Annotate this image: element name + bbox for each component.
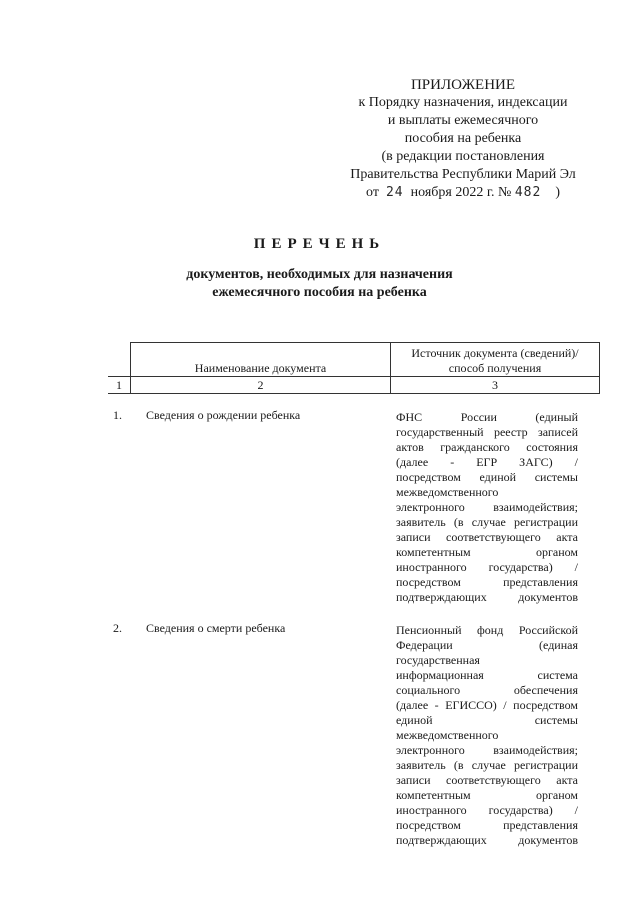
date-prefix: от bbox=[366, 185, 379, 200]
header-mid-rule bbox=[108, 376, 600, 377]
row-number: 1. bbox=[113, 408, 122, 422]
date-day: 24 bbox=[385, 185, 404, 200]
date-text: ноября 2022 г. № bbox=[410, 185, 512, 200]
appendix-line: (в редакции постановления bbox=[381, 149, 545, 164]
appendix-line: пособия на ребенка bbox=[404, 131, 522, 146]
appendix-heading: ПРИЛОЖЕНИЕ bbox=[410, 77, 516, 93]
source-line: государственная bbox=[396, 653, 480, 667]
header-col-divider bbox=[599, 342, 600, 394]
table-header bbox=[108, 342, 600, 394]
header-source-line1: Источник документа (сведений)/ bbox=[411, 346, 579, 360]
column-number: 2 bbox=[257, 378, 264, 392]
header-name: Наименование документа bbox=[194, 361, 327, 375]
source-line: заявитель (в случае регистрации bbox=[396, 758, 578, 772]
row-document-name: Сведения о рождении ребенка bbox=[146, 408, 301, 422]
source-line: посредством представления bbox=[396, 575, 578, 589]
source-line: социального обеспечения bbox=[396, 683, 578, 697]
date-suffix: ) bbox=[555, 185, 560, 200]
row-number: 2. bbox=[113, 621, 122, 635]
header-source-line2: способ получения bbox=[448, 361, 542, 375]
appendix-date-line bbox=[330, 184, 596, 202]
source-line: (далее - ЕГР ЗАГС) / bbox=[396, 455, 578, 469]
source-line: иностранного государства) / bbox=[396, 560, 578, 574]
row-document-name: Сведения о смерти ребенка bbox=[146, 621, 286, 635]
document-subtitle bbox=[0, 266, 639, 302]
source-line: заявитель (в случае регистрации bbox=[396, 515, 578, 529]
source-line: межведомственного bbox=[396, 728, 499, 742]
source-line: записи соответствующего акта bbox=[396, 773, 578, 787]
source-line: Федерации (единая bbox=[396, 638, 578, 652]
appendix-line: и выплаты ежемесячного bbox=[387, 113, 539, 128]
source-line: подтверждающих документов bbox=[396, 833, 578, 847]
document-title: ПЕРЕЧЕНЬ bbox=[253, 236, 386, 252]
column-number: 3 bbox=[492, 378, 498, 392]
source-line: компетентным органом bbox=[396, 545, 578, 559]
source-line: Пенсионный фонд Российской bbox=[396, 623, 578, 637]
source-line: посредством представления bbox=[396, 818, 578, 832]
header-bottom-rule bbox=[108, 393, 600, 394]
row-source bbox=[396, 623, 578, 848]
date-number: 482 bbox=[514, 185, 542, 200]
row-source bbox=[396, 410, 578, 605]
appendix-block bbox=[330, 76, 596, 202]
source-line: подтверждающих документов bbox=[396, 590, 578, 604]
header-top-rule bbox=[130, 342, 600, 343]
source-line: ФНС России (единый bbox=[396, 410, 578, 424]
column-number: 1 bbox=[116, 378, 122, 392]
subtitle-line: документов, необходимых для назначения bbox=[186, 267, 453, 282]
source-line: записи соответствующего акта bbox=[396, 530, 578, 544]
source-line: (далее - ЕГИССО) / посредством bbox=[396, 698, 578, 712]
source-line: электронного взаимодействия; bbox=[396, 743, 578, 757]
source-line: посредством единой системы bbox=[396, 470, 578, 484]
subtitle-line: ежемесячного пособия на ребенка bbox=[212, 285, 427, 300]
source-line: компетентным органом bbox=[396, 788, 578, 802]
source-line: единой системы bbox=[396, 713, 578, 727]
source-line: электронного взаимодействия; bbox=[396, 500, 578, 514]
source-line: информационная система bbox=[396, 668, 578, 682]
source-line: иностранного государства) / bbox=[396, 803, 578, 817]
appendix-line: Правительства Республики Марий Эл bbox=[350, 167, 576, 182]
source-line: государственный реестр записей bbox=[396, 425, 578, 439]
appendix-line: к Порядку назначения, индексации bbox=[358, 95, 568, 110]
source-line: межведомственного bbox=[396, 485, 499, 499]
source-line: актов гражданского состояния bbox=[396, 440, 578, 454]
